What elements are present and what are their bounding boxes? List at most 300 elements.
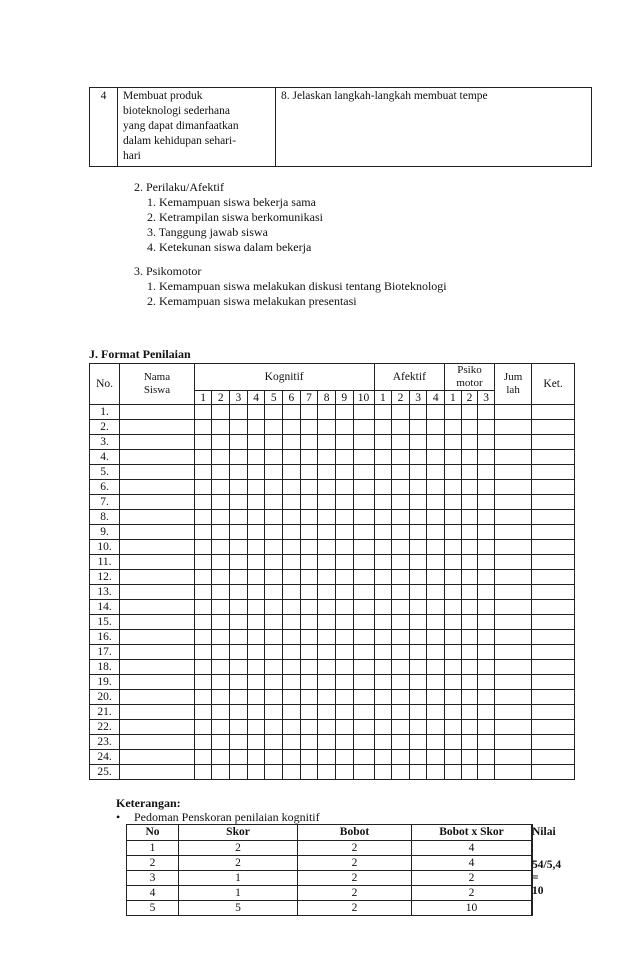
table-cell xyxy=(494,585,531,600)
row-number: 11. xyxy=(90,555,120,570)
table-cell xyxy=(212,420,230,435)
table-cell xyxy=(532,735,575,750)
table-cell xyxy=(212,705,230,720)
table-cell xyxy=(120,735,195,750)
table-cell xyxy=(353,750,374,765)
table-cell xyxy=(120,645,195,660)
table-cell xyxy=(353,735,374,750)
table-cell xyxy=(392,435,410,450)
table-cell xyxy=(478,570,495,585)
table-cell xyxy=(247,480,265,495)
table-cell xyxy=(212,735,230,750)
table-cell xyxy=(300,675,318,690)
table-row xyxy=(90,750,575,765)
table-cell xyxy=(374,570,392,585)
table-cell xyxy=(427,405,445,420)
table-cell xyxy=(194,480,212,495)
table-cell xyxy=(445,675,462,690)
table-cell xyxy=(409,495,427,510)
table-cell xyxy=(532,510,575,525)
table-cell xyxy=(445,630,462,645)
table-cell xyxy=(478,435,495,450)
table-cell: 1 xyxy=(127,841,179,856)
table-cell xyxy=(283,765,301,780)
table-cell xyxy=(318,525,336,540)
table-cell xyxy=(461,660,478,675)
table-cell xyxy=(300,435,318,450)
table-cell xyxy=(478,465,495,480)
table-cell xyxy=(212,765,230,780)
header-jumlah-line: lah xyxy=(506,384,520,396)
table-cell xyxy=(445,525,462,540)
table-cell xyxy=(300,660,318,675)
table-cell xyxy=(335,480,353,495)
table-cell xyxy=(247,735,265,750)
table-cell xyxy=(461,630,478,645)
bullet-text: Pedoman Penskoran penilaian kognitif xyxy=(134,810,320,824)
table-cell xyxy=(532,480,575,495)
table-cell xyxy=(230,660,248,675)
table-row xyxy=(127,901,533,916)
table-cell xyxy=(353,705,374,720)
table-cell xyxy=(461,525,478,540)
table-cell xyxy=(212,555,230,570)
table-cell xyxy=(230,555,248,570)
table-cell xyxy=(427,720,445,735)
table-cell xyxy=(353,405,374,420)
table-cell xyxy=(409,645,427,660)
table-cell xyxy=(427,555,445,570)
table-cell xyxy=(335,570,353,585)
table-cell xyxy=(318,600,336,615)
table-cell xyxy=(230,585,248,600)
list-item: 1. Kemampuan siswa bekerja sama xyxy=(147,195,316,209)
table-cell xyxy=(409,600,427,615)
table-cell xyxy=(478,675,495,690)
table-cell xyxy=(532,750,575,765)
table-cell xyxy=(318,675,336,690)
table-cell xyxy=(212,465,230,480)
table-cell xyxy=(318,615,336,630)
table-cell xyxy=(392,510,410,525)
table-cell xyxy=(353,585,374,600)
table-cell xyxy=(427,630,445,645)
table-cell xyxy=(445,450,462,465)
table-cell xyxy=(194,750,212,765)
table-cell xyxy=(445,495,462,510)
table-cell xyxy=(461,645,478,660)
table-cell xyxy=(532,615,575,630)
table-cell xyxy=(194,720,212,735)
table-cell xyxy=(532,720,575,735)
table-cell xyxy=(353,570,374,585)
table-cell xyxy=(427,510,445,525)
table-cell xyxy=(230,750,248,765)
header-psiko-line: Psiko xyxy=(457,364,482,376)
table-cell xyxy=(318,720,336,735)
table-row xyxy=(90,555,575,570)
row-number: 24. xyxy=(90,750,120,765)
table-cell xyxy=(494,525,531,540)
assessment-table xyxy=(89,363,575,780)
table-cell xyxy=(230,600,248,615)
table-cell xyxy=(300,600,318,615)
table-cell xyxy=(427,690,445,705)
table-cell xyxy=(318,510,336,525)
table-cell xyxy=(494,630,531,645)
table-cell xyxy=(392,495,410,510)
table-cell xyxy=(445,690,462,705)
table-cell xyxy=(445,645,462,660)
subheader-kognitif-6: 6 xyxy=(283,391,301,405)
table-cell xyxy=(120,690,195,705)
table-cell xyxy=(212,450,230,465)
table-cell xyxy=(427,660,445,675)
table-cell xyxy=(300,735,318,750)
table-cell xyxy=(120,750,195,765)
table-cell xyxy=(212,660,230,675)
table-cell xyxy=(335,705,353,720)
table-cell xyxy=(532,705,575,720)
subheader-kognitif-3: 3 xyxy=(230,391,248,405)
table-row xyxy=(90,480,575,495)
table-cell xyxy=(283,645,301,660)
nilai-value: 54/5,4 = 10 xyxy=(532,841,533,916)
table-row xyxy=(90,705,575,720)
table-cell xyxy=(300,465,318,480)
assessment-body xyxy=(90,405,575,780)
scoring-table xyxy=(126,824,562,916)
table-row xyxy=(90,735,575,750)
table-cell xyxy=(212,615,230,630)
table-cell xyxy=(532,405,575,420)
table-cell xyxy=(230,630,248,645)
table-cell xyxy=(283,735,301,750)
list-item: 3. Tanggung jawab siswa xyxy=(147,225,268,239)
table-cell xyxy=(212,645,230,660)
table-cell: 2 xyxy=(298,886,412,901)
header-jumlah-line: Jum xyxy=(503,371,523,383)
table-cell xyxy=(212,495,230,510)
table-cell xyxy=(212,720,230,735)
table-cell xyxy=(283,600,301,615)
row-number: 6. xyxy=(90,480,120,495)
table-cell xyxy=(478,765,495,780)
table-cell xyxy=(374,420,392,435)
table-cell xyxy=(318,585,336,600)
list-item: 2. Kemampuan siswa melakukan presentasi xyxy=(147,294,357,308)
table-cell xyxy=(461,570,478,585)
table-cell xyxy=(461,450,478,465)
table-cell xyxy=(374,540,392,555)
list-item: 4. Ketekunan siswa dalam bekerja xyxy=(147,240,312,254)
table-cell xyxy=(212,690,230,705)
table-cell xyxy=(212,480,230,495)
list-item: 2. Ketrampilan siswa berkomunikasi xyxy=(147,210,323,224)
table-cell xyxy=(194,735,212,750)
table-cell xyxy=(532,450,575,465)
table-cell xyxy=(194,495,212,510)
subheader-kognitif-1: 1 xyxy=(194,391,212,405)
table-cell xyxy=(478,405,495,420)
table-cell xyxy=(300,720,318,735)
table-cell xyxy=(532,645,575,660)
table-cell xyxy=(335,750,353,765)
table-cell xyxy=(445,435,462,450)
subheader-kognitif-4: 4 xyxy=(247,391,265,405)
table-cell xyxy=(353,615,374,630)
table-cell xyxy=(445,720,462,735)
table-cell xyxy=(461,705,478,720)
table-cell xyxy=(335,465,353,480)
table-cell xyxy=(478,705,495,720)
table-cell xyxy=(265,645,283,660)
table-cell xyxy=(445,585,462,600)
indicator-number: 4 xyxy=(90,88,118,167)
table-cell xyxy=(461,690,478,705)
table-cell xyxy=(494,690,531,705)
table-cell: 4 xyxy=(412,856,532,871)
table-cell xyxy=(300,495,318,510)
row-number: 14. xyxy=(90,600,120,615)
table-row xyxy=(127,856,533,871)
table-row xyxy=(90,675,575,690)
table-cell xyxy=(120,600,195,615)
table-cell xyxy=(427,495,445,510)
table-cell xyxy=(212,525,230,540)
header-afektif: Afektif xyxy=(374,364,445,391)
table-cell xyxy=(212,675,230,690)
table-cell xyxy=(247,450,265,465)
table-cell xyxy=(445,705,462,720)
table-cell xyxy=(265,405,283,420)
table-cell xyxy=(335,690,353,705)
subheader-afektif-1: 1 xyxy=(374,391,392,405)
table-cell xyxy=(532,570,575,585)
table-row xyxy=(90,690,575,705)
table-cell xyxy=(120,465,195,480)
table-cell xyxy=(247,615,265,630)
table-cell xyxy=(478,585,495,600)
subheader-kognitif-5: 5 xyxy=(265,391,283,405)
table-cell xyxy=(247,510,265,525)
table-cell xyxy=(392,675,410,690)
table-cell xyxy=(427,570,445,585)
table-cell xyxy=(392,405,410,420)
table-cell xyxy=(427,735,445,750)
table-cell xyxy=(445,510,462,525)
table-cell xyxy=(265,540,283,555)
table-cell xyxy=(212,585,230,600)
table-cell xyxy=(318,630,336,645)
table-cell xyxy=(230,450,248,465)
table-cell xyxy=(409,570,427,585)
table-cell xyxy=(120,705,195,720)
table-cell xyxy=(353,660,374,675)
row-number: 18. xyxy=(90,660,120,675)
table-cell xyxy=(532,660,575,675)
psikomotor-section xyxy=(134,264,447,309)
table-cell xyxy=(318,735,336,750)
subheader-psikomotor-2: 2 xyxy=(461,391,478,405)
table-cell xyxy=(392,465,410,480)
table-cell xyxy=(120,495,195,510)
table-cell xyxy=(445,405,462,420)
scoring-body xyxy=(127,841,562,916)
table-cell xyxy=(230,420,248,435)
table-cell xyxy=(335,435,353,450)
table-cell xyxy=(353,435,374,450)
table-cell xyxy=(194,705,212,720)
row-number: 19. xyxy=(90,675,120,690)
table-cell xyxy=(392,720,410,735)
table-cell xyxy=(283,555,301,570)
table-cell xyxy=(265,765,283,780)
table-cell xyxy=(409,435,427,450)
table-cell xyxy=(392,630,410,645)
table-cell: 4 xyxy=(127,886,179,901)
table-cell xyxy=(318,750,336,765)
header-ket: Ket. xyxy=(532,364,575,405)
table-cell xyxy=(265,465,283,480)
table-cell xyxy=(247,585,265,600)
table-cell xyxy=(335,540,353,555)
table-cell xyxy=(265,720,283,735)
table-cell xyxy=(494,675,531,690)
table-cell xyxy=(461,555,478,570)
table-cell xyxy=(532,465,575,480)
table-cell xyxy=(194,540,212,555)
table-cell xyxy=(265,585,283,600)
table-cell xyxy=(194,675,212,690)
table-cell xyxy=(247,435,265,450)
table-cell xyxy=(374,495,392,510)
table-row xyxy=(90,585,575,600)
table-cell xyxy=(247,660,265,675)
table-cell xyxy=(353,765,374,780)
table-cell xyxy=(335,495,353,510)
table-cell xyxy=(247,405,265,420)
table-cell xyxy=(532,420,575,435)
table-cell xyxy=(392,480,410,495)
table-cell xyxy=(194,450,212,465)
table-cell xyxy=(265,510,283,525)
table-cell xyxy=(392,525,410,540)
table-cell xyxy=(247,495,265,510)
table-cell xyxy=(283,585,301,600)
table-cell xyxy=(230,645,248,660)
table-cell xyxy=(478,525,495,540)
row-number: 4. xyxy=(90,450,120,465)
table-cell xyxy=(120,615,195,630)
table-cell xyxy=(427,750,445,765)
table-cell xyxy=(247,540,265,555)
table-cell xyxy=(427,435,445,450)
row-number: 25. xyxy=(90,765,120,780)
table-cell xyxy=(374,675,392,690)
table-cell xyxy=(194,690,212,705)
table-cell xyxy=(494,570,531,585)
table-row xyxy=(90,465,575,480)
table-cell xyxy=(265,735,283,750)
table-cell xyxy=(494,720,531,735)
table-cell xyxy=(335,735,353,750)
table-cell xyxy=(318,555,336,570)
table-cell xyxy=(194,525,212,540)
table-cell xyxy=(494,465,531,480)
table-cell xyxy=(247,645,265,660)
table-cell xyxy=(353,630,374,645)
table-cell xyxy=(247,465,265,480)
table-cell xyxy=(461,465,478,480)
table-cell: 2 xyxy=(179,856,298,871)
table-cell xyxy=(265,450,283,465)
question-text: 8. Jelaskan langkah-langkah membuat tempe xyxy=(276,88,592,167)
indicator-line: Membuat produk xyxy=(123,90,203,102)
table-cell xyxy=(409,660,427,675)
table-cell xyxy=(283,720,301,735)
table-cell xyxy=(392,705,410,720)
table-cell xyxy=(212,405,230,420)
table-cell xyxy=(478,480,495,495)
table-cell xyxy=(335,585,353,600)
table-cell: 10 xyxy=(412,901,532,916)
table-cell xyxy=(265,555,283,570)
table-cell xyxy=(353,495,374,510)
table-cell xyxy=(353,525,374,540)
table-cell xyxy=(461,540,478,555)
table-cell xyxy=(445,420,462,435)
table-row xyxy=(127,841,533,856)
header-cell: Bobot xyxy=(298,825,412,841)
table-cell xyxy=(247,630,265,645)
row-number: 8. xyxy=(90,510,120,525)
subheader-psikomotor-1: 1 xyxy=(445,391,462,405)
table-cell xyxy=(230,675,248,690)
table-cell xyxy=(478,600,495,615)
table-cell xyxy=(212,570,230,585)
table-cell xyxy=(283,450,301,465)
table-cell: 5 xyxy=(179,901,298,916)
table-cell xyxy=(427,675,445,690)
table-cell xyxy=(409,750,427,765)
table-row xyxy=(90,645,575,660)
table-cell xyxy=(230,705,248,720)
table-cell xyxy=(374,585,392,600)
table-cell xyxy=(283,525,301,540)
header-nama-line: Siswa xyxy=(143,384,171,396)
table-cell xyxy=(120,540,195,555)
table-cell xyxy=(392,765,410,780)
indicator-line: dalam kehidupan sehari- xyxy=(123,135,237,147)
table-cell xyxy=(494,705,531,720)
table-row xyxy=(90,540,575,555)
subheader-kognitif-2: 2 xyxy=(212,391,230,405)
table-cell xyxy=(335,765,353,780)
table-cell xyxy=(392,645,410,660)
table-cell xyxy=(353,540,374,555)
table-cell xyxy=(265,420,283,435)
table-cell xyxy=(230,435,248,450)
table-cell xyxy=(427,600,445,615)
table-cell xyxy=(374,405,392,420)
header-jumlah xyxy=(494,364,531,405)
table-cell xyxy=(353,480,374,495)
table-cell xyxy=(374,690,392,705)
table-cell xyxy=(478,735,495,750)
table-cell xyxy=(392,450,410,465)
table-cell xyxy=(230,615,248,630)
